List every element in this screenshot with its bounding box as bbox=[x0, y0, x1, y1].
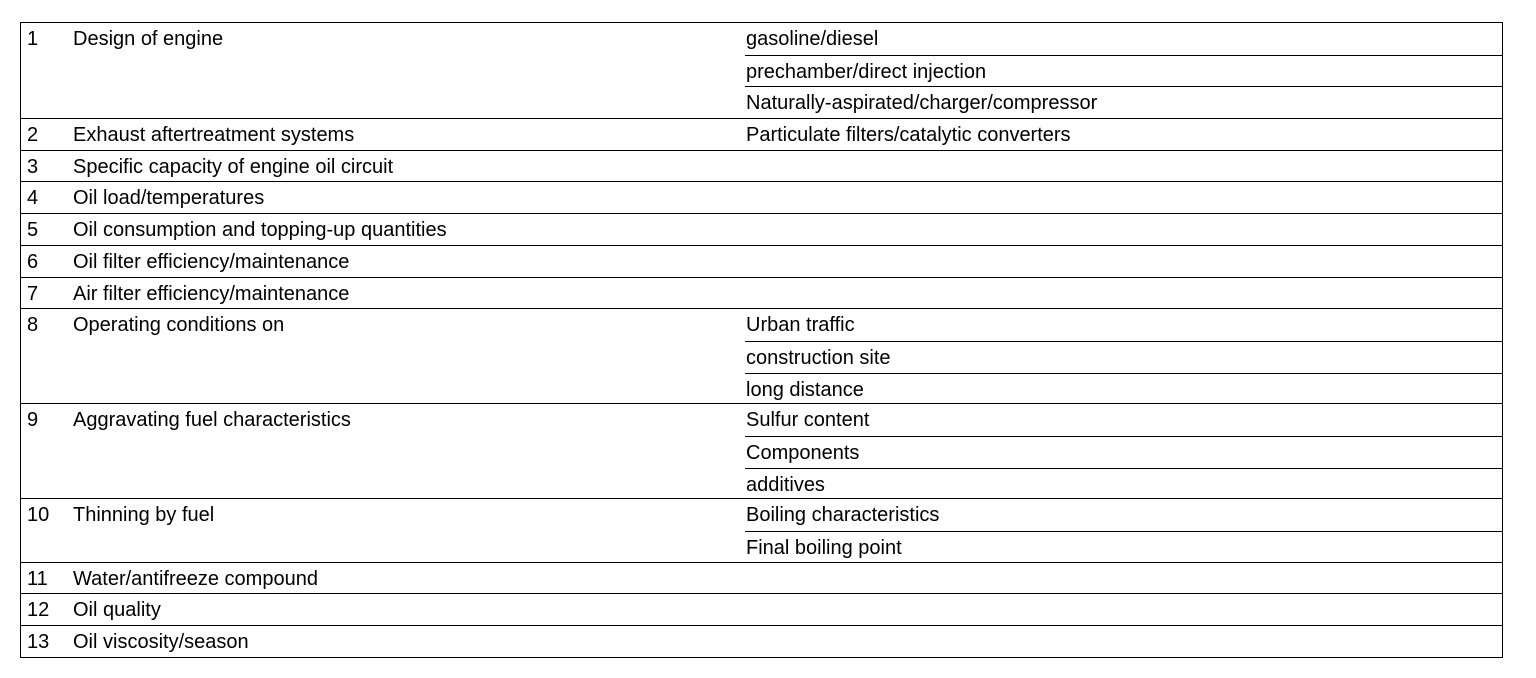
row-label: Oil viscosity/season bbox=[73, 631, 249, 654]
detail-item: prechamber/direct injection bbox=[745, 55, 1502, 87]
table-row bbox=[21, 213, 1502, 245]
row-label: Air filter efficiency/maintenance bbox=[73, 282, 350, 305]
row-label: Operating conditions on bbox=[73, 314, 285, 337]
row-label: Thinning by fuel bbox=[73, 504, 215, 527]
detail-item: long distance bbox=[745, 373, 1502, 405]
detail-item: additives bbox=[745, 468, 1502, 500]
table-row bbox=[21, 562, 1502, 594]
row-label: Oil filter efficiency/maintenance bbox=[73, 250, 350, 273]
detail-item: Particulate filters/catalytic converters bbox=[746, 124, 1071, 147]
detail-item: Final boiling point bbox=[745, 531, 1502, 563]
table-row bbox=[21, 308, 1502, 403]
row-label: Oil consumption and topping-up quantities bbox=[73, 219, 447, 242]
row-label: Aggravating fuel characteristics bbox=[73, 409, 351, 432]
table-row bbox=[21, 245, 1502, 277]
row-number: 1 bbox=[27, 28, 39, 50]
row-label: Specific capacity of engine oil circuit bbox=[73, 155, 394, 178]
row-details bbox=[745, 309, 1502, 404]
row-details bbox=[745, 23, 1502, 118]
row-label: Oil quality bbox=[73, 599, 161, 622]
row-number: 2 bbox=[27, 124, 39, 147]
row-label: Exhaust aftertreatment systems bbox=[73, 124, 355, 147]
table-row bbox=[21, 403, 1502, 498]
table-row bbox=[21, 23, 1502, 118]
table-row bbox=[21, 181, 1502, 213]
row-details bbox=[745, 119, 1502, 151]
row-details bbox=[745, 499, 1502, 562]
row-number: 5 bbox=[27, 219, 39, 242]
row-number: 10 bbox=[27, 504, 50, 527]
table-row bbox=[21, 118, 1502, 150]
detail-item: Sulfur content bbox=[746, 409, 870, 432]
row-number: 12 bbox=[27, 599, 50, 622]
detail-item: Naturally-aspirated/charger/compressor bbox=[745, 86, 1502, 118]
row-number: 6 bbox=[27, 250, 39, 273]
row-number: 9 bbox=[27, 409, 39, 432]
detail-item: construction site bbox=[745, 341, 1502, 373]
table-row bbox=[21, 498, 1502, 561]
row-number: 4 bbox=[27, 187, 39, 210]
detail-item: Urban traffic bbox=[746, 314, 855, 337]
row-number: 13 bbox=[27, 631, 50, 654]
row-details bbox=[745, 404, 1502, 499]
row-number: 11 bbox=[27, 567, 48, 590]
table-row bbox=[21, 625, 1502, 657]
detail-item: gasoline/diesel bbox=[746, 28, 879, 50]
detail-item: Boiling characteristics bbox=[746, 504, 940, 527]
row-label: Design of engine bbox=[73, 28, 224, 50]
row-label: Water/antifreeze compound bbox=[73, 567, 318, 590]
table-row bbox=[21, 277, 1502, 309]
row-number: 7 bbox=[27, 282, 39, 305]
row-number: 3 bbox=[27, 155, 39, 178]
table-row bbox=[21, 593, 1502, 625]
detail-item: Components bbox=[745, 436, 1502, 468]
table-row bbox=[21, 150, 1502, 182]
row-label: Oil load/temperatures bbox=[73, 187, 265, 210]
row-number: 8 bbox=[27, 314, 39, 337]
factor-table bbox=[20, 22, 1503, 658]
